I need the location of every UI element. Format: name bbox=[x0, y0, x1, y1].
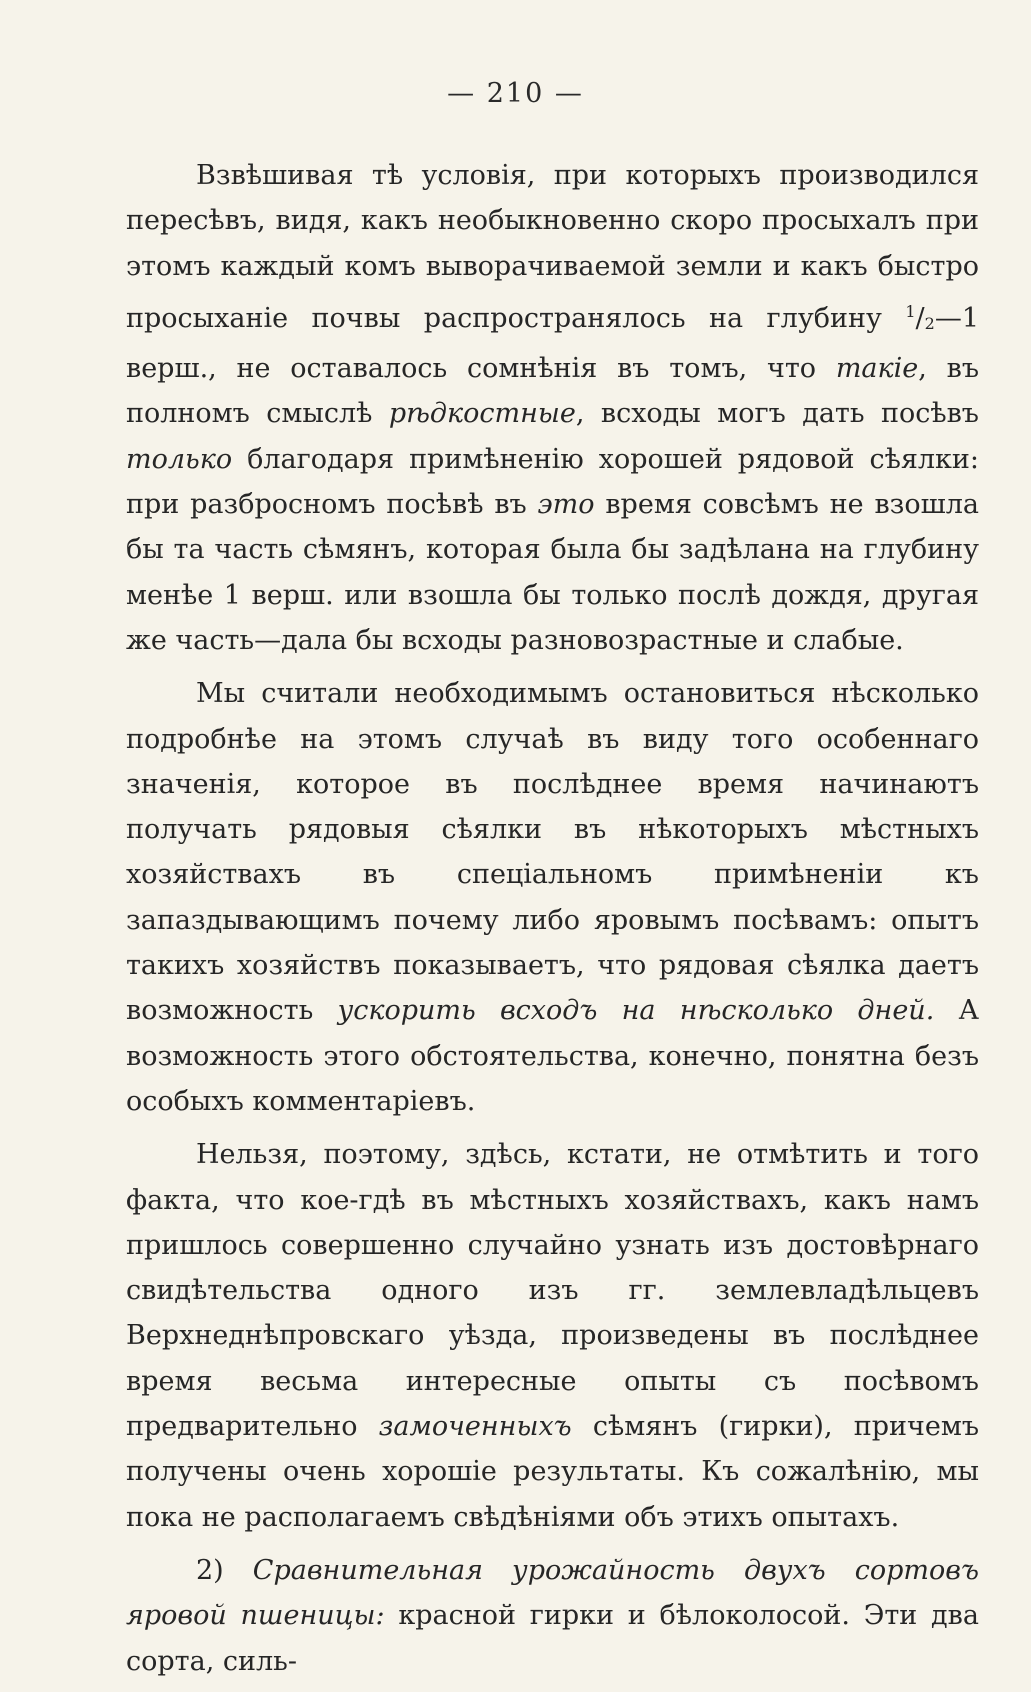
text-run: Взвѣшивая тѣ условія, при которыхъ производился пересѣвъ, видя, какъ необыкновенно скоро просыхалъ при этомъ каждый комъ выворачиваемой земли и какъ быстро просыханіе почвы распространялось на глубину bbox=[126, 160, 979, 334]
text-run: время совсѣмъ не взошла бы та часть сѣмянъ, которая была бы задѣлана на глубину менѣе 1 верш. или взошла бы только послѣ дождя, другая же часть—дала бы всходы разновозрастные и слабые. bbox=[126, 489, 979, 656]
fraction-numerator: 1 bbox=[905, 301, 916, 321]
italic-text: замоченныхъ bbox=[378, 1411, 572, 1443]
paragraph-4 bbox=[126, 1548, 979, 1684]
text-run: , всходы могъ дать посѣвъ bbox=[575, 398, 979, 430]
page-number: — 210 — bbox=[447, 78, 584, 109]
paragraph-1: Взвѣшивая тѣ условія, при которыхъ производился пересѣвъ, видя, какъ необыкновенно скоро просыхалъ при этомъ каждый комъ выворачиваемой земли и какъ быстро просыханіе почвы распространялось на глубину $^1/_2—1$ верш., не оставалось сомнѣнія въ томъ, что такіе, въ полномъ смыслѣ рѣдкостные, всходы могъ дать посѣвъ только благодаря примѣненію хорошей рядовой сѣялки: при разбросномъ посѣвѣ въ это время совсѣмъ не взошла бы та часть сѣмянъ, которая была бы задѣлана на глубину менѣе 1 верш. или взошла бы только послѣ дождя, другая же часть—дала бы всходы разновозрастные и слабые. bbox=[126, 160, 979, 656]
fraction-denominator: 2 bbox=[924, 313, 935, 333]
italic-text: ускорить всходъ на нѣсколько дней. bbox=[337, 995, 935, 1027]
text-run: Мы считали необходимымъ остановиться нѣсколько подробнѣе на этомъ случаѣ въ виду того особеннаго значенія, которое въ послѣднее время начинаютъ получать рядовыя сѣялки въ нѣкоторыхъ мѣстныхъ хозяйствахъ въ спеціальномъ примѣненіи къ запаздывающимъ почему либо яровымъ посѣвамъ: опытъ такихъ хозяйствъ показываетъ, что рядовая сѣялка даетъ возможность bbox=[126, 678, 979, 1027]
text-run: красной гирки и бѣлоколосой. Эти два сорта, силь- bbox=[126, 1600, 979, 1677]
body-text bbox=[126, 153, 979, 1692]
italic-text: такіе bbox=[835, 353, 919, 385]
paragraph-2 bbox=[126, 671, 979, 1124]
text-run: благодаря примѣненію хорошей рядовой сѣялки: при разбросномъ посѣвѣ въ bbox=[126, 443, 979, 521]
italic-text: рѣдкостные bbox=[388, 398, 576, 430]
text-run: 2) bbox=[196, 1554, 253, 1586]
text-run: Нельзя, поэтому, здѣсь, кстати, не отмѣтить и того факта, что кое-гдѣ въ мѣстныхъ хозяйствахъ, какъ намъ пришлось совершенно случайно узнать изъ достовѣрнаго свидѣтельства одного изъ гг. землевладѣльцевъ Верхнеднѣпровскаго уѣзда, произведены въ послѣднее время весьма интересные опыты съ посѣвомъ предварительно bbox=[126, 1139, 979, 1443]
text-run: , въ полномъ смыслѣ bbox=[126, 353, 979, 430]
italic-text: только bbox=[126, 443, 233, 475]
text-run: —1 верш., не оставалось сомнѣнія въ томъ, что bbox=[126, 302, 979, 385]
italic-heading: Сравнительная урожайность двухъ сортовъ яровой пшеницы: bbox=[126, 1554, 979, 1632]
text-run: А возможность этого обстоятельства, конечно, понятна безъ особыхъ комментаріевъ. bbox=[126, 995, 980, 1117]
paragraph-3 bbox=[126, 1132, 979, 1540]
italic-text: это bbox=[537, 489, 595, 521]
text-run: сѣмянъ (гирки), причемъ получены очень хорошіе результаты. Къ сожалѣнію, мы пока не располагаемъ свѣдѣніями объ этихъ опытахъ. bbox=[126, 1411, 979, 1533]
